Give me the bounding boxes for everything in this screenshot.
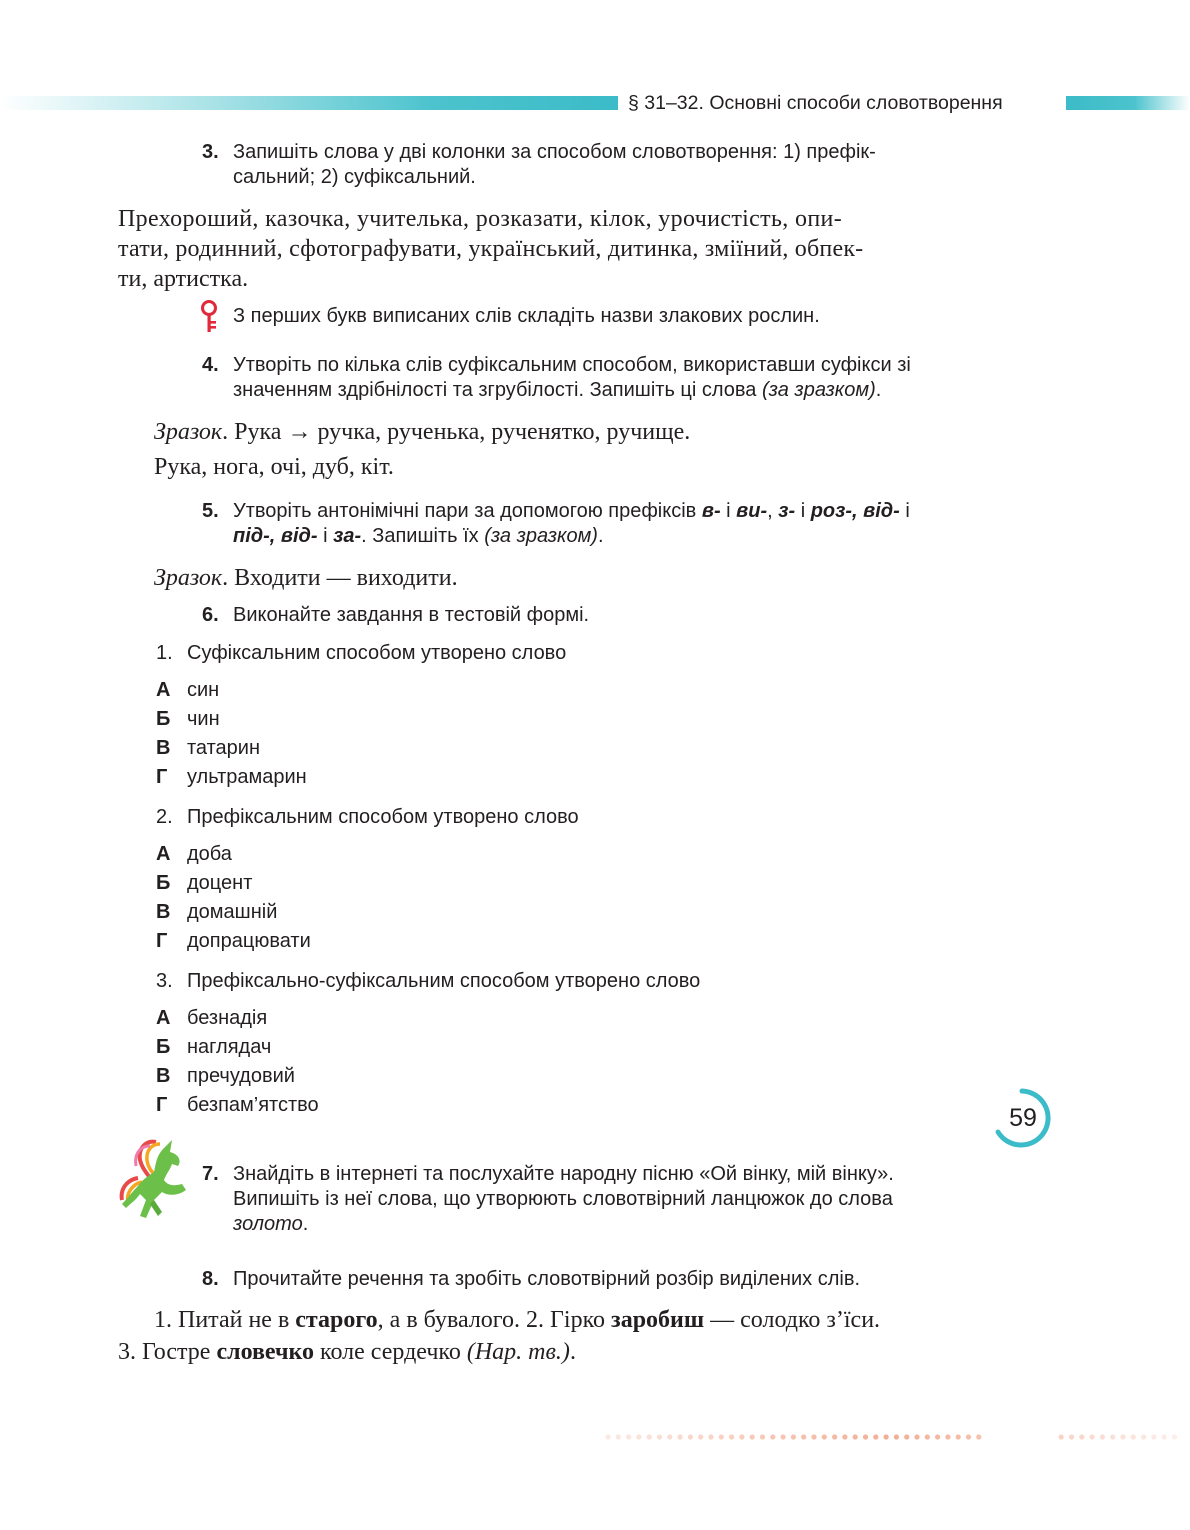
footer-dot [616,1434,621,1439]
footer-dot [1151,1434,1156,1439]
page-number: 59 [1009,1104,1037,1132]
task-number: 8. [202,1268,219,1290]
task-text-line: Випишіть із неї слова, що утворюють словотвірний ланцюжок до слова [233,1188,893,1210]
test-question-1 [156,641,856,666]
words-line: ти, артистка. [118,266,249,292]
footer-dot [760,1434,765,1439]
footer-dot [791,1434,796,1439]
task-text-line: Прочитайте речення та зробіть словотвірний розбір виділених слів. [233,1268,861,1290]
question-number: 2. [156,806,173,828]
footer-dot [708,1434,713,1439]
footer-dot [884,1434,889,1439]
answer-option: А син [156,679,220,701]
task-number: 5. [202,500,219,522]
test-question-2 [156,805,856,830]
task-text-line: значенням здрібнілості та згрубілості. Запишіть ці слова (за зразком). [233,379,882,401]
footer-dot [688,1434,693,1439]
footer-dot [832,1434,837,1439]
footer-dot [1141,1434,1146,1439]
header-accent-bar-left [0,96,618,110]
task-4 [202,353,1002,403]
task-number: 6. [202,604,219,626]
key-icon [199,300,223,334]
footer-dot [1120,1434,1125,1439]
key-hint: З перших букв виписаних слів складіть назви злакових рослин. [233,305,820,327]
words-line: тати, родинний, сфотографувати, український, дитинка, зміїний, обпек- [118,236,864,262]
task-text-line: під-, від- і за-. Запишіть їх (за зразком). [233,525,604,547]
question-text: Суфіксальним способом утворено слово [187,642,567,664]
task-8 [202,1267,1002,1292]
task-7 [202,1162,1002,1237]
footer-dot [698,1434,703,1439]
footer-dot [976,1434,981,1439]
task-number: 7. [202,1163,219,1185]
footer-dot [904,1434,909,1439]
answer-option: Г безпам’ятство [156,1094,319,1116]
footer-dot [873,1434,878,1439]
question-text: Префіксально-суфіксальним способом утворено слово [187,970,701,992]
task-3 [202,140,1002,190]
task-6 [202,603,1002,628]
task-text-line: золото. [233,1213,309,1235]
task-text-line: Знайдіть в інтернеті та послухайте народну пісню «Ой вінку, мій вінку». [233,1163,894,1185]
footer-dot [770,1434,775,1439]
footer-dot [935,1434,940,1439]
footer-dot [667,1434,672,1439]
example-text: . Рука → ручка, рученька, рученятко, ручище. [222,419,691,445]
task-5-example [154,563,1054,593]
footer-dot [1110,1434,1115,1439]
footer-dot [956,1434,961,1439]
task-text-line: Запишіть слова у дві колонки за способом словотворення: 1) префік- [233,141,876,163]
task-4-words: Рука, нога, очі, дуб, кіт. [154,454,394,480]
footer-dot [647,1434,652,1439]
footer-dot [1059,1434,1064,1439]
footer-dot [1172,1434,1177,1439]
footer-dot [1090,1434,1095,1439]
sentence-line: 3. Гостре словечко коле сердечко (Нар. тв.). [118,1339,576,1365]
task-number: 4. [202,354,219,376]
footer-dot [801,1434,806,1439]
footer-dot [636,1434,641,1439]
answer-option: В татарин [156,737,261,759]
question-number: 3. [156,970,173,992]
answer-option: Б доцент [156,872,253,894]
footer-dot [626,1434,631,1439]
answer-option: В домашній [156,901,278,923]
test-question-3 [156,969,856,994]
answer-option: Г допрацювати [156,930,311,952]
footer-dot [678,1434,683,1439]
answer-option: Г ультрамарин [156,766,307,788]
task-text-line: сальний; 2) суфіксальний. [233,166,476,188]
footer-dot [925,1434,930,1439]
footer-dot [966,1434,971,1439]
footer-dot [811,1434,816,1439]
footer-dot [1162,1434,1167,1439]
answer-option: А доба [156,843,232,865]
task-text-line: Утворіть антонімічні пари за допомогою префіксів в- і ви-, з- і роз-, від- і [233,500,910,522]
footer-dot [914,1434,919,1439]
footer-dot [781,1434,786,1439]
section-title: § 31–32. Основні способи словотворення [628,92,1003,114]
footer-dot [739,1434,744,1439]
words-line: Прехороший, казочка, учителька, розказати, кілок, урочистість, опи- [118,206,843,232]
question-text: Префіксальним способом утворено слово [187,806,579,828]
footer-dot [719,1434,724,1439]
footer-dot [822,1434,827,1439]
sentence-line: 1. Питай не в старого, а в бувалого. 2. Гірко заробиш — солодко з’їси. [154,1307,881,1333]
answer-option: А безнадія [156,1007,268,1029]
footer-dot [842,1434,847,1439]
footer-dot [853,1434,858,1439]
question-number: 1. [156,642,173,664]
task-3-words [118,204,1053,294]
unicorn-icon [116,1138,200,1226]
footer-dot [1079,1434,1084,1439]
answer-option: В пречудовий [156,1065,295,1087]
task-number: 3. [202,141,219,163]
example-label: Зразок [154,565,223,591]
footer-dot [750,1434,755,1439]
header-accent-bar-right [1066,96,1190,110]
task-text-line: Виконайте завдання в тестовій формі. [233,604,590,626]
footer-dot [894,1434,899,1439]
footer-dot [729,1434,734,1439]
example-text: . Входити — виходити. [222,565,458,591]
footer-dot [1131,1434,1136,1439]
answer-option: Б чин [156,708,220,730]
footer-dot [605,1434,610,1439]
task-5 [202,499,1002,549]
footer-dot [945,1434,950,1439]
task-text-line: Утворіть по кілька слів суфіксальним способом, використавши суфікси зі [233,354,911,376]
footer-dot [657,1434,662,1439]
footer-dot [863,1434,868,1439]
footer-dots [600,1430,1190,1442]
example-label: Зразок [154,419,223,445]
task-4-example [154,417,1054,447]
footer-dot [1100,1434,1105,1439]
answer-option: Б наглядач [156,1036,272,1058]
footer-dot [1069,1434,1074,1439]
